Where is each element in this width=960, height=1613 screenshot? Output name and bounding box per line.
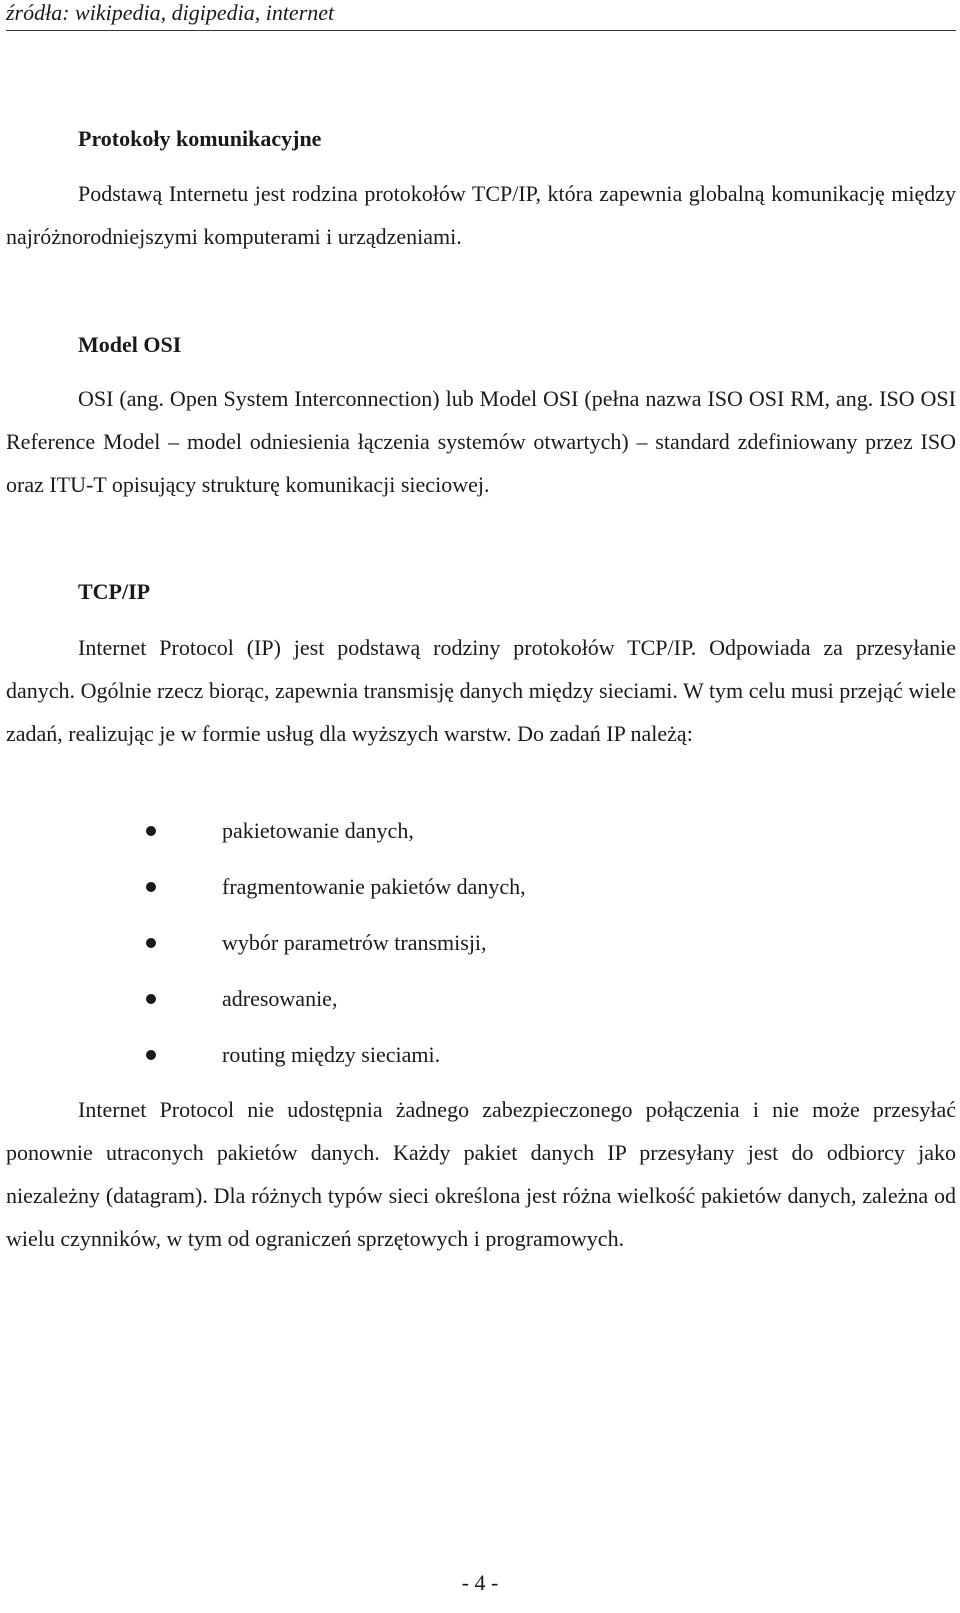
list-bullet-icon: [146, 826, 156, 836]
page-number: - 4 -: [461, 1570, 499, 1595]
list-item: adresowanie,: [222, 986, 338, 1011]
paragraph-protokoly: Podstawą Internetu jest rodzina protokołów TCP/IP, która zapewnia globalną komunikację między najróżnorodniejszymi komputerami i urządzeniami.: [6, 181, 956, 249]
list-item: fragmentowanie pakietów danych,: [222, 874, 526, 899]
heading-protokoly: Protokoły komunikacyjne: [78, 126, 322, 151]
paragraph-model-osi: OSI (ang. Open System Interconnection) lub Model OSI (pełna nazwa ISO OSI RM, ang. ISO OSI Reference Model – model odniesienia łączenia systemów otwartych) – standard zdefiniowany przez ISO oraz ITU-T opisujący strukturę komunikacji sieciowej.: [6, 386, 956, 497]
list-item: pakietowanie danych,: [222, 818, 414, 843]
list-item: wybór parametrów transmisji,: [222, 930, 487, 955]
paragraph-tcpip: Internet Protocol (IP) jest podstawą rodziny protokołów TCP/IP. Odpowiada za przesyłanie danych. Ogólnie rzecz biorąc, zapewnia transmisję danych między sieciami. W tym celu musi przejąć wiele zadań, realizując je w formie usług dla wyższych warstw. Do zadań IP należą:: [6, 635, 956, 746]
list-bullet-icon: [146, 1050, 156, 1060]
list-bullet-icon: [146, 994, 156, 1004]
list-bullet-icon: [146, 938, 156, 948]
heading-tcpip: TCP/IP: [78, 579, 151, 604]
list-item: routing między sieciami.: [222, 1042, 441, 1067]
paragraph-ip-limitations: Internet Protocol nie udostępnia żadnego zabezpieczonego połączenia i nie może przesyłać ponownie utraconych pakietów danych. Każdy pakiet danych IP przesyłany jest do odbiorcy jako niezależny (datagram). Dla różnych typów sieci określona jest różna wielkość pakietów danych, zależna od wielu czynników, w tym od ograniczeń sprzętowych i programowych.: [6, 1097, 956, 1251]
heading-model-osi: Model OSI: [78, 332, 182, 357]
list-bullet-icon: [146, 882, 156, 892]
page-header-sources: źródła: wikipedia, digipedia, internet: [6, 0, 956, 31]
